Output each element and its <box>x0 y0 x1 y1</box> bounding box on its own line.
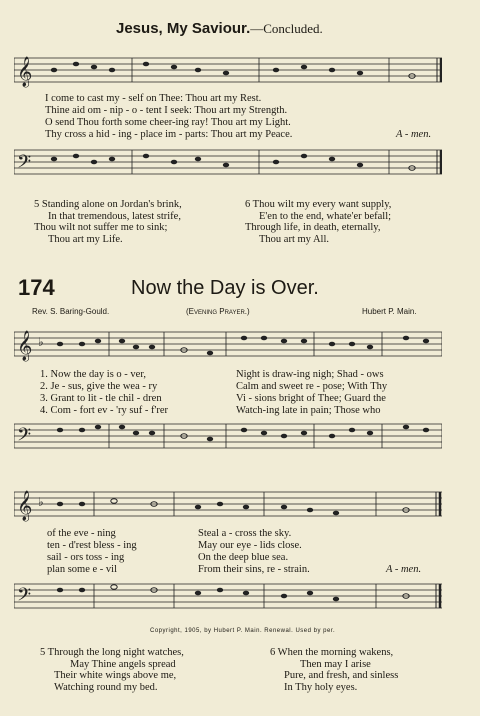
verse-line: Through life, in death, eternally, <box>245 222 381 233</box>
lyric-line: May our eye - lids close. <box>198 540 302 551</box>
bass-staff-3 <box>14 576 442 620</box>
hymn174-lyrics-b <box>236 369 387 417</box>
hymn174-verse-6 <box>270 647 398 693</box>
svg-text:♭: ♭ <box>38 335 44 349</box>
svg-text:𝄢: 𝄢 <box>17 585 32 610</box>
verse-line: 5 Standing alone on Jordan's brink, <box>34 199 182 210</box>
svg-text:♭: ♭ <box>38 495 44 509</box>
verse-line: 5 Through the long night watches, <box>40 647 184 658</box>
header-suffix: —Concluded. <box>250 21 323 36</box>
author: Rev. S. Baring-Gould. <box>32 307 110 316</box>
composer: Hubert P. Main. <box>362 307 417 316</box>
copyright-notice: Copyright, 1905, by Hubert P. Main. Renewal. Used by per. <box>150 628 336 634</box>
lyric-line: 1. Now the day is o - ver, <box>40 369 147 380</box>
page-header <box>116 20 323 37</box>
lyric-line: of the eve - ning <box>47 528 116 539</box>
verse-line: Watching round my bed. <box>54 681 158 693</box>
bass-staff-2 <box>14 416 442 460</box>
lyric-line: ten - d'rest bless - ing <box>47 540 137 551</box>
verse-line: In Thy holy eyes. <box>284 681 358 693</box>
lyric-line: Thine aid om - nip - o - tent I seek: Thou art my Strength. <box>45 105 288 116</box>
lyric-line: O send Thou forth some cheer-ing ray! Thou art my Light. <box>45 117 291 128</box>
hymn174-verse-5 <box>40 647 184 693</box>
lyric-line: sail - ors toss - ing <box>47 552 125 563</box>
hymn1-verse-5 <box>34 199 182 245</box>
lyric-line: Steal a - cross the sky. <box>198 528 292 539</box>
verse-line: Then may I arise <box>300 658 371 670</box>
hymn174-lyrics-a <box>40 369 168 417</box>
svg-text:𝄞: 𝄞 <box>17 491 33 521</box>
lyric-line: Calm and sweet re - pose; With Thy <box>236 381 388 392</box>
hymn174-lyrics-d <box>198 528 310 576</box>
verse-line: May Thine angels spread <box>70 658 176 670</box>
hymn174-lyrics-c <box>47 528 137 576</box>
hymn1-lyrics <box>45 93 292 141</box>
verse-line: Thou art my All. <box>259 233 329 245</box>
verse-line: Thou art my Life. <box>48 233 123 245</box>
lyric-line: 2. Je - sus, give the wea - ry <box>40 381 158 392</box>
svg-text:𝄢: 𝄢 <box>17 152 32 177</box>
tune-subtitle: (Evening Prayer.) <box>186 307 250 316</box>
lyric-line: 3. Grant to lit - tle chil - dren <box>40 393 162 404</box>
lyric-line: From their sins, re - strain. <box>198 564 310 575</box>
lyric-line: On the deep blue sea. <box>198 552 289 563</box>
amen-label: A - men. <box>396 129 432 140</box>
svg-text:𝄞: 𝄞 <box>17 57 33 87</box>
verse-line: Thou wilt not suffer me to sink; <box>34 222 168 233</box>
amen-label: A - men. <box>386 564 422 575</box>
lyric-line: Thy cross a hid - ing - place im - parts: Thou art my Peace. <box>45 129 293 140</box>
lyric-line: Watch-ing late in pain; Those who <box>236 405 381 416</box>
svg-text:𝄢: 𝄢 <box>17 425 32 450</box>
verse-line: Their white wings above me, <box>54 670 177 681</box>
treble-staff-3 <box>14 482 442 526</box>
verse-line: In that tremendous, latest strife, <box>48 210 181 222</box>
svg-text:𝄞: 𝄞 <box>17 331 33 361</box>
verse-line: Pure, and fresh, and sinless <box>284 670 399 681</box>
hymn-number: 174 <box>18 275 55 300</box>
hymn-title: Now the Day is Over. <box>131 277 319 299</box>
lyric-line: I come to cast my - self on Thee: Thou art my Rest. <box>45 93 262 104</box>
verse-line: 6 Thou wilt my every want supply, <box>245 199 392 210</box>
lyric-line: Night is draw-ing nigh; Shad - ows <box>236 369 384 380</box>
bass-staff-1 <box>14 144 442 184</box>
lyric-line: Vi - sions bright of Thee; Guard the <box>236 393 386 404</box>
lyric-line: plan some e - vil <box>47 564 117 575</box>
hymn-title-concluded: Jesus, My Saviour. <box>116 20 251 37</box>
lyric-line: 4. Com - fort ev - 'ry suf - f'rer <box>40 405 168 416</box>
treble-staff-1 <box>14 50 442 90</box>
hymn1-verse-6 <box>245 199 391 245</box>
treble-staff-2 <box>14 322 442 366</box>
verse-line: E'en to the end, whate'er befall; <box>259 210 392 222</box>
verse-line: 6 When the morning wakens, <box>270 647 394 658</box>
